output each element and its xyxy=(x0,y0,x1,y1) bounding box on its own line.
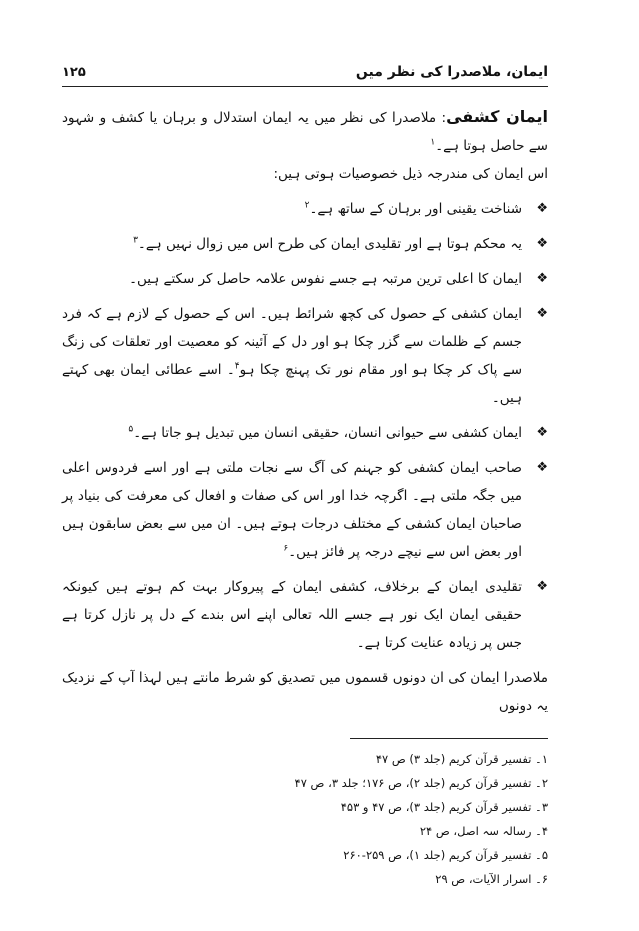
list-item xyxy=(62,300,548,412)
footnote: ۶۔ اسرار الآیات، ص ۲۹ xyxy=(435,872,548,886)
item-text: شناخت یقینی اور برہان کے ساتھ ہے۔ xyxy=(309,201,522,217)
list-item xyxy=(62,195,548,223)
intro-text: : ملاصدرا کی نظر میں یہ ایمان استدلال و برہان یا کشف و شہود سے حاصل ہوتا ہے۔ xyxy=(62,110,548,154)
item-text: ایمان کا اعلی ترین مرتبہ ہے جسے نفوس علامہ حاصل کر سکتے ہیں۔ xyxy=(129,271,522,287)
footnote: ۱۔ تفسیر قرآن کریم (جلد ۳) ص ۴۷ xyxy=(375,752,548,766)
item-text: ایمان کشفی کے حصول کی کچھ شرائط ہیں۔ اس کے حصول کے لازم ہے کہ فرد جسم کے ظلمات سے گزر چکا ہو اور دل کے آئینہ کو معصیت اور تعلقات کی زنگ سے پاک کر چکا ہو اور مقام نور تک پہنچ چکا ہو xyxy=(62,306,523,378)
diamond-bullet-icon: ❖ xyxy=(536,306,548,321)
footnote-ref: ۲ xyxy=(304,200,310,211)
footnote: ۳۔ تفسیر قرآن کریم (جلد ۳)، ص ۴۷ و ۴۵۳ xyxy=(340,800,548,814)
item-text: صاحب ایمان کشفی کو جہنم کی آگ سے نجات ملتی ہے اور اسے فردوس اعلی میں جگہ ملتی ہے۔ اگرچہ خدا اور اس کی صفات و افعال کی معرفت کی بنیاد پر صاحبان ایمان کشفی کے مختلف درجات ہوتے ہیں۔ ان میں سے بعض سابقون ہیں اور بعض اس سے نیچے درجہ پر فائز ہیں۔ xyxy=(62,460,522,560)
diamond-bullet-icon: ❖ xyxy=(536,271,548,286)
diamond-bullet-icon: ❖ xyxy=(536,425,548,440)
diamond-bullet-icon: ❖ xyxy=(536,579,548,594)
footnote-ref: ۳ xyxy=(133,235,138,246)
footnote: ۲۔ تفسیر قرآن کریم (جلد ۲)، ص ۱۷۶؛ جلد ۳، ص ۴۷ xyxy=(294,776,548,790)
footnote-rule xyxy=(350,738,548,739)
list-item xyxy=(62,454,548,566)
list-item xyxy=(62,265,548,293)
footnote-ref: ۵ xyxy=(128,424,134,435)
diamond-bullet-icon: ❖ xyxy=(536,236,548,251)
footnote-section xyxy=(62,738,548,891)
diamond-bullet-icon: ❖ xyxy=(536,201,548,216)
footnote-ref: ۱ xyxy=(430,137,436,148)
page-body xyxy=(62,103,548,720)
footnote-ref: ۴ xyxy=(234,361,240,372)
list-item xyxy=(62,573,548,657)
footnote: ۵۔ تفسیر قرآن کریم (جلد ۱)، ص ۲۵۹-۲۶۰ xyxy=(343,848,548,862)
footnote: ۴۔ رسالہ سہ اصل، ص ۲۴ xyxy=(419,824,548,838)
list-item xyxy=(62,230,548,258)
item-text: ایمان کشفی سے حیوانی انسان، حقیقی انسان میں تبدیل ہو جاتا ہے۔ xyxy=(133,425,522,441)
diamond-bullet-icon: ❖ xyxy=(536,460,548,475)
footnote-ref: ۶ xyxy=(283,543,289,554)
running-header xyxy=(62,64,548,87)
intro-paragraph xyxy=(62,103,548,188)
footnotes xyxy=(62,747,548,891)
item-text-tail: ۔ اسے عطائی ایمان بھی کہتے ہیں۔ xyxy=(62,362,522,406)
closing-paragraph: ملاصدرا ایمان کی ان دونوں قسموں میں تصدیق کو شرط مانتے ہیں لہذا آپ کے نزدیک یہ دونوں xyxy=(62,670,548,714)
section-heading: ایمان کشفی xyxy=(446,107,548,126)
item-text: یہ محکم ہوتا ہے اور تقلیدی ایمان کی طرح اس میں زوال نہیں ہے۔ xyxy=(137,236,522,252)
intro-line2: اس ایمان کی مندرجہ ذیل خصوصیات ہوتی ہیں: xyxy=(273,166,548,182)
list-item xyxy=(62,419,548,447)
running-title: ایمان، ملاصدرا کی نظر میں xyxy=(355,64,548,80)
item-text: تقلیدی ایمان کے برخلاف، کشفی ایمان کے پیروکار بہت کم ہوتے ہیں کیونکہ حقیقی ایمان ایک نور ہے جسے اللہ تعالی اپنے اس بندے کے دل پر نازل کرتا ہے جس پر زیادہ عنایت کرتا ہے۔ xyxy=(62,579,522,651)
page-number: ۱۲۵ xyxy=(62,65,86,80)
